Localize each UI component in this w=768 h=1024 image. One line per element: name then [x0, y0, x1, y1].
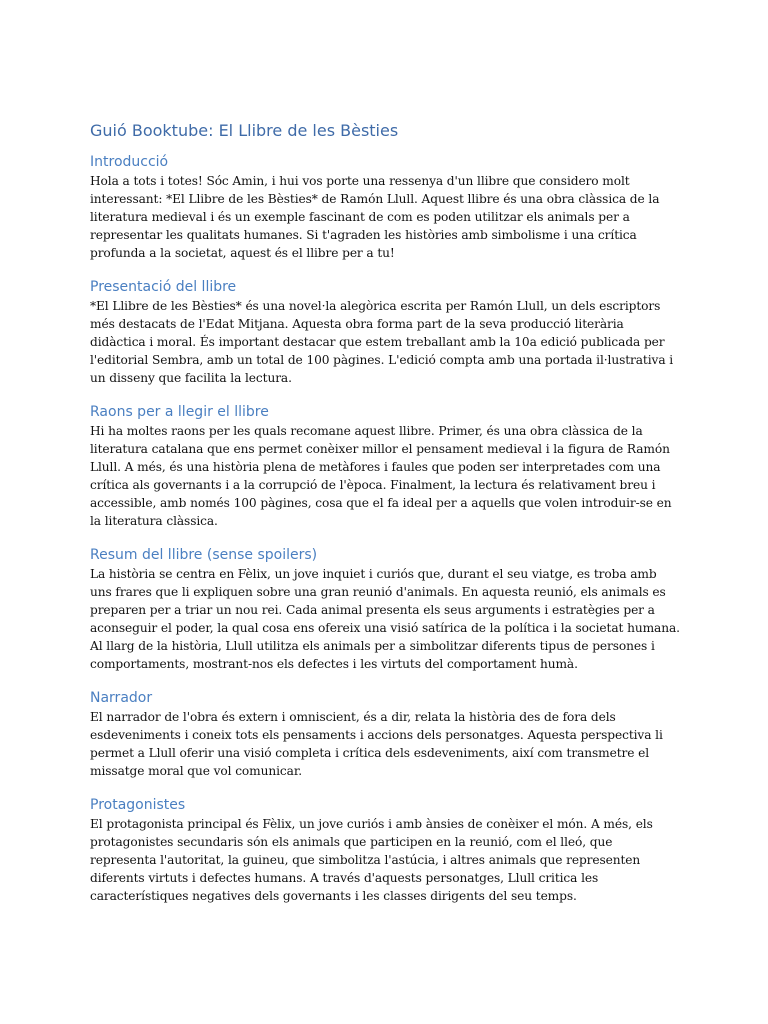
section-resum	[90, 545, 680, 673]
section-introduccio	[90, 152, 680, 262]
section-heading: Presentació del llibre	[90, 279, 237, 295]
section-heading: Resum del llibre (sense spoilers)	[90, 547, 318, 563]
document-page	[90, 119, 680, 920]
section-paragraph: Hola a tots i totes! Sóc Amin, i hui vos porte una ressenya d'un llibre que considero molt interessant: *El Llibre de les Bèsties* de Ramón Llull. Aquest llibre és una obra clàssica de la literatura medieval i és un exemple fascinant de com es poden utilitzar els animals per a representar les qualitats humanes. Si t'agraden les històries amb simbolisme i una crítica profunda a la societat, aquest és el llibre per a tu!	[90, 174, 660, 260]
section-paragraph: *El Llibre de les Bèsties* és una novel·la alegòrica escrita per Ramón Llull, un dels escriptors més destacats de l'Edat Mitjana. Aquesta obra forma part de la seva producció literària didàctica i moral. És important destacar que estem treballant amb la 10a edició publicada per l'editorial Sembra, amb un total de 100 pàgines. L'edició compta amb una portada il·lustrativa i un disseny que facilita la lectura.	[90, 299, 674, 385]
section-paragraph: El protagonista principal és Fèlix, un jove curiós i amb ànsies de conèixer el món. A més, els protagonistes secundaris són els animals que participen en la reunió, com el lleó, que representa l'autoritat, la guineu, que simbolitza l'astúcia, i altres animals que representen diferents virtuts i defectes humans. A través d'aquests personatges, Llull critica les característiques negatives dels governants i les classes dirigents del seu temps.	[90, 817, 653, 903]
section-paragraph: El narrador de l'obra és extern i omniscient, és a dir, relata la història des de fora dels esdeveniments i coneix tots els pensaments i accions dels personatges. Aquesta perspectiva li permet a Llull oferir una visió completa i crítica dels esdeveniments, així com transmetre el missatge moral que vol comunicar.	[90, 710, 663, 778]
section-protagonistes	[90, 795, 680, 905]
section-heading: Protagonistes	[90, 797, 186, 813]
section-heading: Raons per a llegir el llibre	[90, 404, 269, 420]
document-title: Guió Booktube: El Llibre de les Bèsties	[90, 121, 399, 140]
section-heading: Introducció	[90, 154, 169, 170]
section-raons	[90, 402, 680, 530]
section-paragraph: La història se centra en Fèlix, un jove inquiet i curiós que, durant el seu viatge, es troba amb uns frares que li expliquen sobre una gran reunió d'animals. En aquesta reunió, els animals es preparen per a triar un nou rei. Cada animal presenta els seus arguments i estratègies per a aconseguir el poder, la qual cosa ens ofereix una visió satírica de la política i la societat humana. Al llarg de la història, Llull utilitza els animals per a simbolitzar diferents tipus de persones i comportaments, mostrant-nos els defectes i les virtuts del comportament humà.	[90, 567, 680, 671]
section-paragraph: Hi ha moltes raons per les quals recomane aquest llibre. Primer, és una obra clàssica de la literatura catalana que ens permet conèixer millor el pensament medieval i la figura de Ramón Llull. A més, és una història plena de metàfores i faules que poden ser interpretades com una crítica als governants i a la corrupció de l'època. Finalment, la lectura és relativament breu i accessible, amb només 100 pàgines, cosa que el fa ideal per a aquells que volen introduir-se en la literatura clàssica.	[90, 424, 672, 528]
section-presentacio	[90, 277, 680, 387]
section-heading: Narrador	[90, 690, 153, 706]
section-narrador	[90, 688, 680, 780]
